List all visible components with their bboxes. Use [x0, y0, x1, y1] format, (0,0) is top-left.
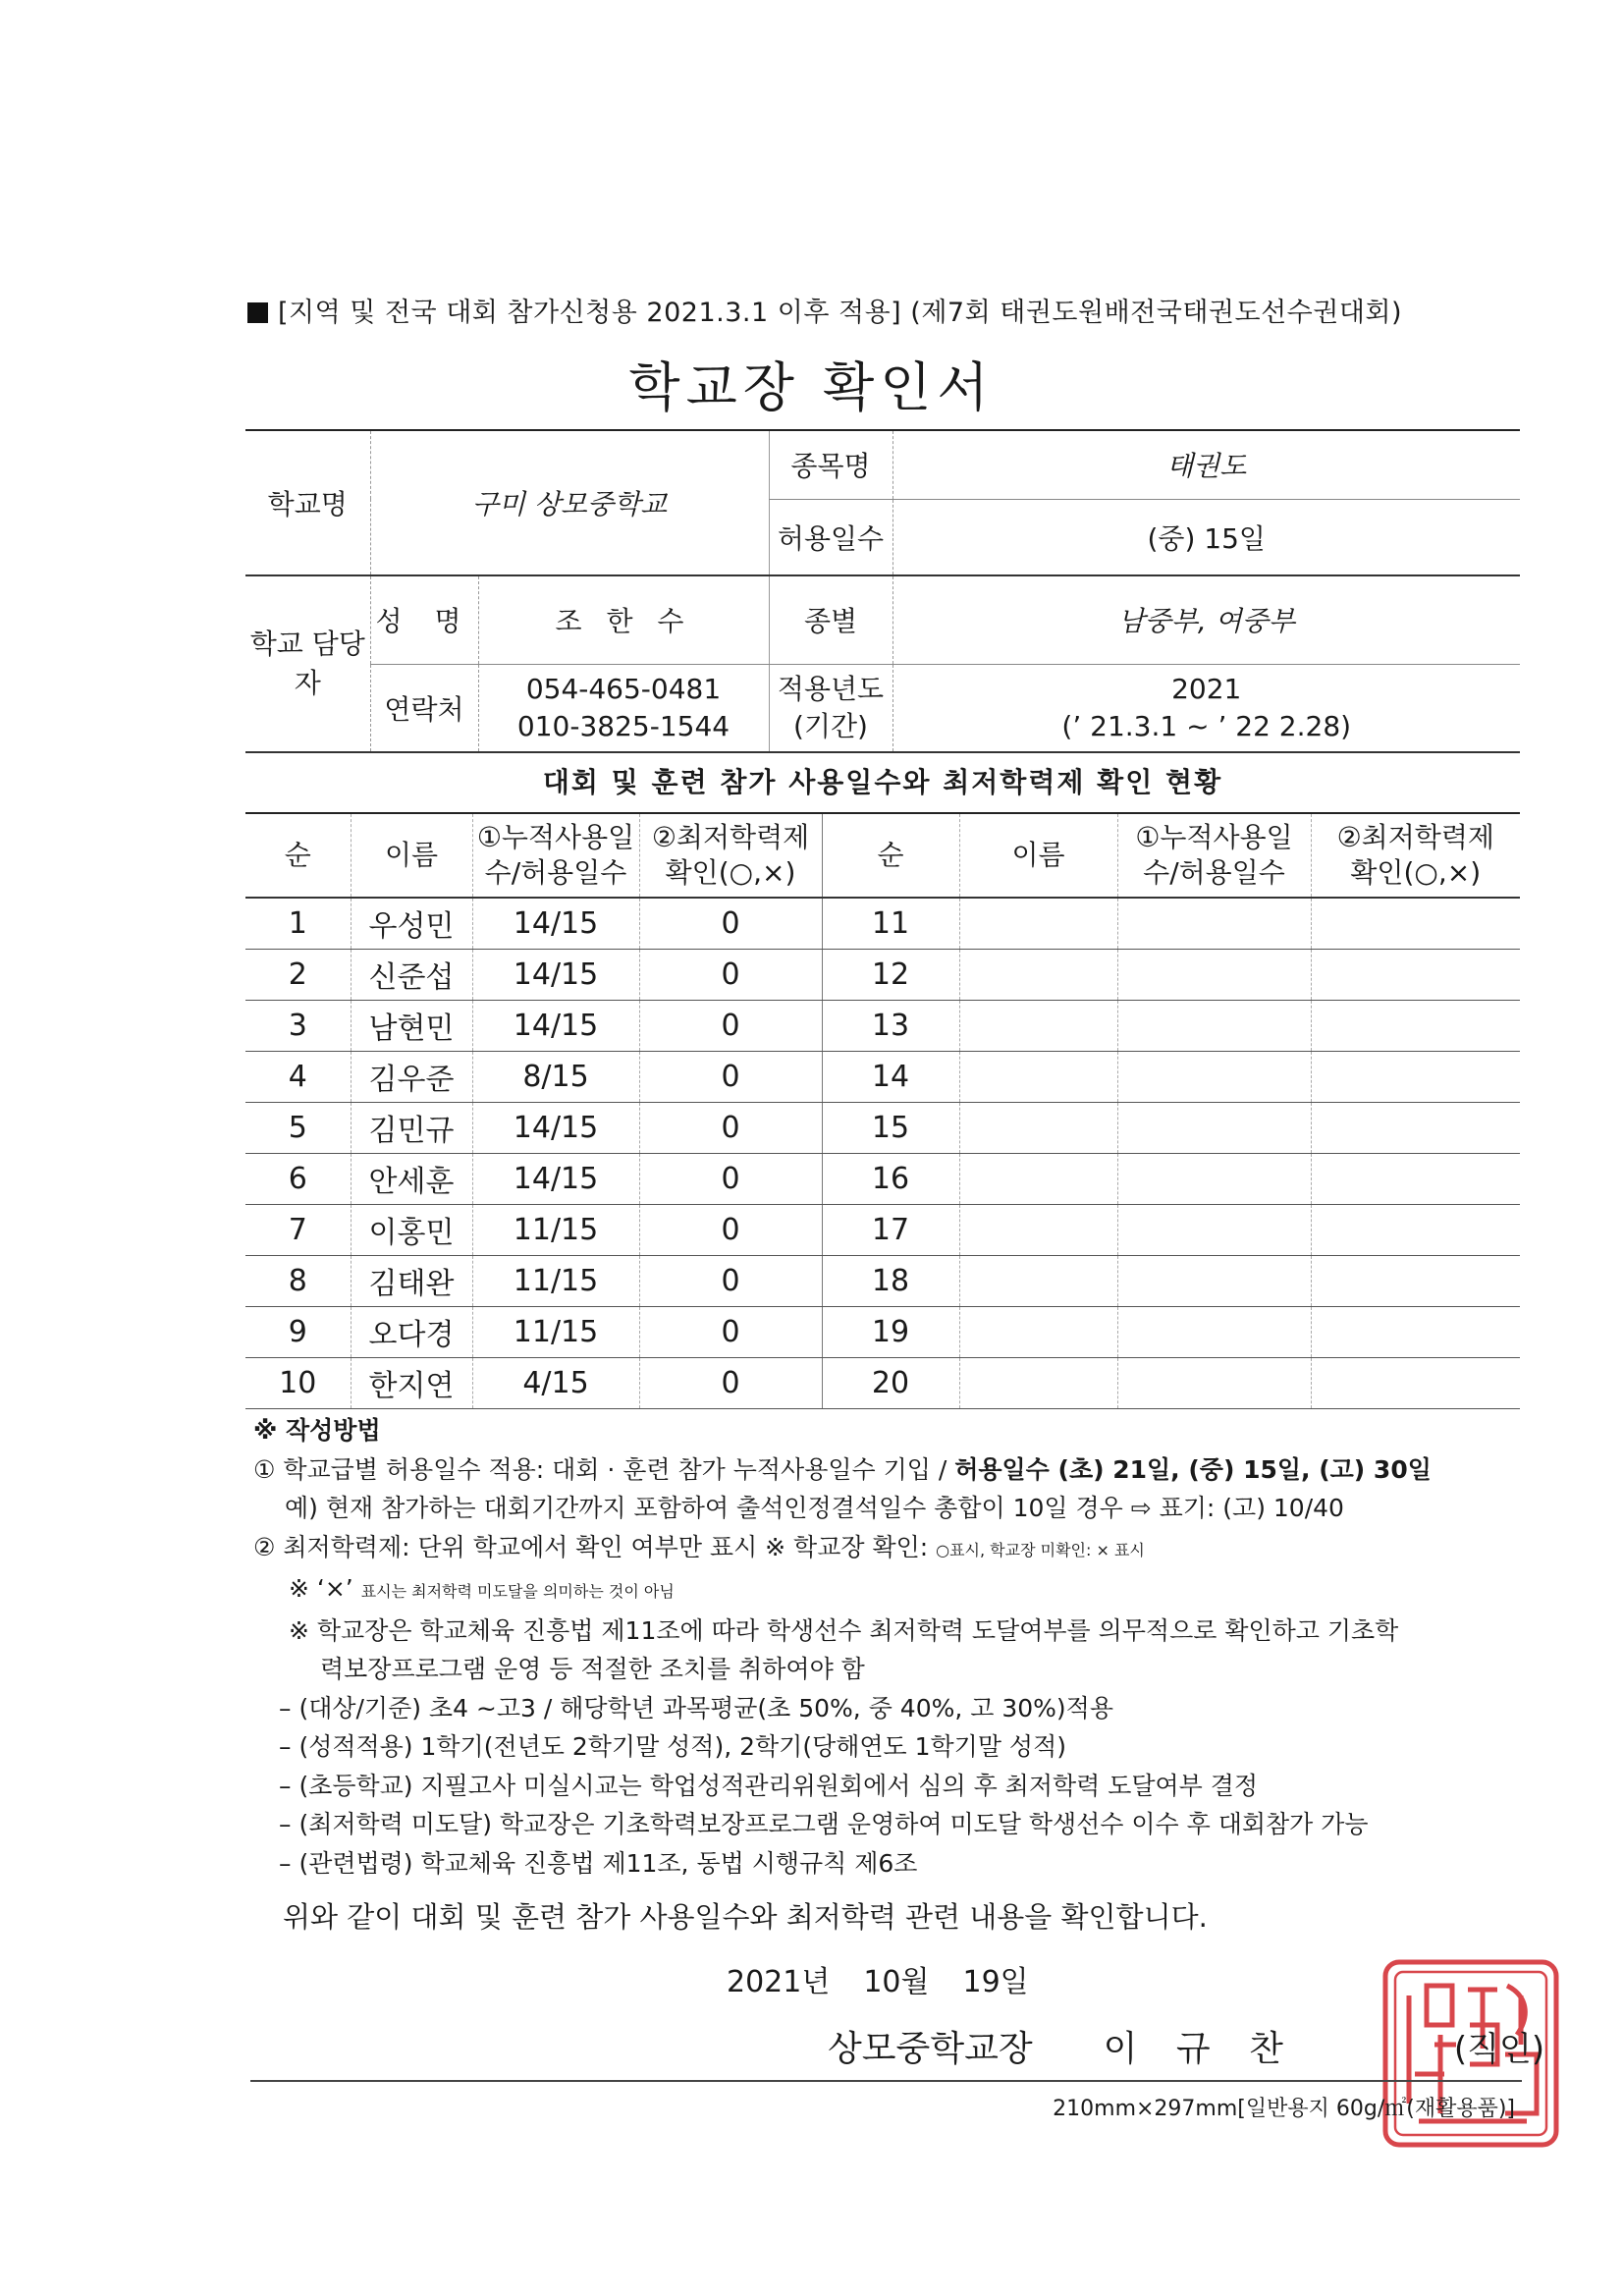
allowed-days-value: (중) 15일: [893, 499, 1520, 575]
contact-label: 연락처: [370, 664, 478, 752]
row-no-right: 11: [822, 898, 959, 949]
date-day: 19일: [962, 1965, 1029, 1999]
row-days-right: [1117, 1051, 1311, 1102]
header-days: [472, 813, 639, 898]
row-days: 14/15: [472, 898, 639, 949]
note-1a: ① 학교급별 허용일수 적용: 대회 · 훈련 참가 누적사용일수 기입 /: [253, 1454, 955, 1484]
note-3a: ※ ‘×’: [289, 1574, 361, 1603]
note-3b: 표시는 최저학력 미도달을 의미하는 것이 아님: [360, 1582, 675, 1601]
row-check-right: [1311, 1000, 1520, 1051]
row-check: 0: [639, 1357, 822, 1408]
note-3: [253, 1569, 1530, 1612]
row-name: 우성민: [351, 898, 472, 949]
header-min-grade-2: [1311, 813, 1520, 898]
table-row: [245, 949, 1520, 1000]
header-days-2col: [1117, 813, 1311, 898]
year-label: [769, 664, 893, 752]
table-row: [245, 1153, 1520, 1204]
row-check-right: [1311, 1255, 1520, 1306]
row-name-right: [959, 949, 1117, 1000]
row-name: 이홍민: [351, 1204, 472, 1255]
row-check: 0: [639, 1306, 822, 1357]
row-check-right: [1311, 898, 1520, 949]
row-no: 7: [245, 1204, 351, 1255]
row-days: 4/15: [472, 1357, 639, 1408]
header-days-2: 수/허용일수: [484, 856, 627, 889]
row-days-right: [1117, 1102, 1311, 1153]
row-no-right: 14: [822, 1051, 959, 1102]
header-min-1b: ②최저학력제: [1336, 821, 1494, 853]
row-check-right: [1311, 1357, 1520, 1408]
table-row: [245, 898, 1520, 949]
row-check-right: [1311, 949, 1520, 1000]
row-no: 1: [245, 898, 351, 949]
row-no-right: 13: [822, 1000, 959, 1051]
row-days: 11/15: [472, 1306, 639, 1357]
instructions: [253, 1411, 1530, 1883]
header-name-2: 이름: [959, 813, 1117, 898]
row-no: 8: [245, 1255, 351, 1306]
row-days-right: [1117, 1255, 1311, 1306]
sport-value: 태권도: [893, 430, 1520, 499]
row-name-right: [959, 1051, 1117, 1102]
school-name-value: 구미 상모중학교: [370, 430, 769, 575]
header-min-1: ②최저학력제: [651, 821, 810, 853]
row-no-right: 17: [822, 1204, 959, 1255]
footer-rule: [250, 2080, 1522, 2082]
row-name: 남현민: [351, 1000, 472, 1051]
row-name-right: [959, 1000, 1117, 1051]
row-name-right: [959, 1357, 1117, 1408]
row-check: 0: [639, 1204, 822, 1255]
row-no: 4: [245, 1051, 351, 1102]
row-name: 김태완: [351, 1255, 472, 1306]
row-check: 0: [639, 1000, 822, 1051]
row-no: 2: [245, 949, 351, 1000]
header-name: 이름: [351, 813, 472, 898]
row-no-right: 20: [822, 1357, 959, 1408]
row-check: 0: [639, 949, 822, 1000]
note-4-cont: 력보장프로그램 운영 등 적절한 조치를 취하여야 함: [320, 1655, 865, 1683]
note-5: – (대상/기준) 초4 ~고3 / 해당학년 과목평균(초 50%, 중 40%, 고 30%)적용: [279, 1693, 1113, 1722]
note-1b: 허용일수 (초) 21일, (중) 15일, (고) 30일: [954, 1454, 1432, 1484]
row-no: 6: [245, 1153, 351, 1204]
row-days: 11/15: [472, 1255, 639, 1306]
row-check-right: [1311, 1204, 1520, 1255]
event-name: (제7회 태권도원배전국태권도선수권대회): [910, 298, 1403, 328]
table-row: [245, 1000, 1520, 1051]
year-label-1: 적용년도: [777, 672, 885, 705]
row-days-right: [1117, 1000, 1311, 1051]
row-days-right: [1117, 1204, 1311, 1255]
row-no: 9: [245, 1306, 351, 1357]
row-name: 신준섭: [351, 949, 472, 1000]
manager-name-label: 성 명: [370, 575, 478, 664]
division-label: 종별: [769, 575, 893, 664]
note-2b: ○표시, 학교장 미확인: × 표시: [936, 1540, 1145, 1559]
row-check: 0: [639, 1051, 822, 1102]
note-7: – (초등학교) 지필고사 미실시교는 학업성적관리위원회에서 심의 후 최저학력 도달여부 결정: [279, 1771, 1259, 1800]
confirmation-text: 위와 같이 대회 및 훈련 참가 사용일수와 최저학력 관련 내용을 확인합니다.: [283, 1900, 1208, 1934]
table-row: [245, 1102, 1520, 1153]
note-8: – (최저학력 미도달) 학교장은 기초학력보장프로그램 운영하여 미도달 학생선수 이수 후 대회참가 가능: [279, 1810, 1369, 1838]
row-check-right: [1311, 1102, 1520, 1153]
row-days-right: [1117, 1357, 1311, 1408]
table-row: [245, 1357, 1520, 1408]
instructions-heading: ※ 작성방법: [253, 1416, 381, 1445]
sport-label: 종목명: [769, 430, 893, 499]
row-check: 0: [639, 1102, 822, 1153]
signer-name: 이 규 찬: [1103, 2029, 1297, 2069]
year-value: [893, 664, 1520, 752]
table-row: [245, 1204, 1520, 1255]
row-no-right: 16: [822, 1153, 959, 1204]
header-min-2b: 확인(○,×): [1350, 856, 1482, 889]
manager-label: [245, 575, 370, 752]
header-no-2: 순: [822, 813, 959, 898]
header-days-1b: ①누적사용일: [1135, 821, 1293, 853]
document-title: 학교장 확인서: [628, 356, 995, 418]
manager-name-value: 조 한 수: [478, 575, 769, 664]
row-check: 0: [639, 898, 822, 949]
row-no-right: 12: [822, 949, 959, 1000]
row-name-right: [959, 1102, 1117, 1153]
table-row: [245, 1306, 1520, 1357]
student-rows: [245, 898, 1520, 1408]
sign-date: [727, 1957, 1062, 2000]
signer: [828, 2021, 1544, 2071]
date-month: 10월: [863, 1965, 930, 1999]
student-table: [245, 812, 1520, 1409]
row-check: 0: [639, 1153, 822, 1204]
school-info-table: [245, 429, 1520, 753]
phone-2: 010-3825-1544: [516, 709, 730, 742]
black-square-icon: [247, 302, 268, 323]
year-label-2: (기간): [793, 709, 868, 742]
header-min-2: 확인(○,×): [665, 856, 796, 889]
form-header-line: [247, 291, 1402, 329]
row-days: 8/15: [472, 1051, 639, 1102]
header-no: 순: [245, 813, 351, 898]
header-min-grade: [639, 813, 822, 898]
table-row: [245, 1051, 1520, 1102]
header-days-1: ①누적사용일: [476, 821, 635, 853]
period: (’ 21.3.1 ~ ’ 22 2.28): [1061, 709, 1352, 742]
table-row: [245, 1255, 1520, 1306]
row-name-right: [959, 1204, 1117, 1255]
row-name-right: [959, 898, 1117, 949]
section-title: 대회 및 훈련 참가 사용일수와 최저학력제 확인 현황: [542, 766, 1223, 798]
note-1-example: 예) 현재 참가하는 대회기간까지 포함하여 출석인정결석일수 총합이 10일 경우 ⇨ 표기: (고) 10/40: [285, 1494, 1344, 1522]
division-value: 남중부, 여중부: [893, 575, 1520, 664]
signer-title: 상모중학교장: [828, 2029, 1033, 2069]
phone-1: 054-465-0481: [525, 672, 722, 705]
row-days-right: [1117, 898, 1311, 949]
row-no: 5: [245, 1102, 351, 1153]
row-days: 14/15: [472, 949, 639, 1000]
allowed-days-label: 허용일수: [769, 499, 893, 575]
row-name: 김민규: [351, 1102, 472, 1153]
row-check-right: [1311, 1306, 1520, 1357]
row-name-right: [959, 1255, 1117, 1306]
manager-label-text: 학교 담당자: [249, 628, 365, 699]
paper-spec: 210mm×297mm[일반용지 60g/㎡(재활용품)]: [1053, 2097, 1515, 2121]
row-name: 김우준: [351, 1051, 472, 1102]
row-no: 10: [245, 1357, 351, 1408]
note-1: [253, 1450, 1530, 1490]
note-9: – (관련법령) 학교체육 진흥법 제11조, 동법 시행규칙 제6조: [279, 1848, 918, 1878]
row-name: 안세훈: [351, 1153, 472, 1204]
note-2: [253, 1528, 1530, 1570]
row-days: 11/15: [472, 1204, 639, 1255]
row-days: 14/15: [472, 1000, 639, 1051]
note-6: – (성적적용) 1학기(전년도 2학기말 성적), 2학기(당해연도 1학기말 성적): [279, 1732, 1066, 1761]
row-name-right: [959, 1153, 1117, 1204]
row-check-right: [1311, 1153, 1520, 1204]
row-check-right: [1311, 1051, 1520, 1102]
form-type: [지역 및 전국 대회 참가신청용 2021.3.1 이후 적용]: [278, 298, 902, 328]
school-name-label: 학교명: [245, 430, 370, 575]
row-no-right: 19: [822, 1306, 959, 1357]
row-no-right: 15: [822, 1102, 959, 1153]
note-4: ※ 학교장은 학교체육 진흥법 제11조에 따라 학생선수 최저학력 도달여부를 의무적으로 확인하고 기초학: [289, 1615, 1399, 1645]
row-days-right: [1117, 1153, 1311, 1204]
row-name-right: [959, 1306, 1117, 1357]
year: 2021: [1171, 672, 1242, 705]
contact-value: [478, 664, 769, 752]
row-days-right: [1117, 1306, 1311, 1357]
row-days: 14/15: [472, 1153, 639, 1204]
header-days-2b: 수/허용일수: [1143, 856, 1285, 889]
row-no-right: 18: [822, 1255, 959, 1306]
note-2a: ② 최저학력제: 단위 학교에서 확인 여부만 표시 ※ 학교장 확인:: [253, 1532, 937, 1561]
row-name: 오다경: [351, 1306, 472, 1357]
row-name: 한지연: [351, 1357, 472, 1408]
date-year: 2021년: [727, 1965, 831, 1999]
row-days: 14/15: [472, 1102, 639, 1153]
row-days-right: [1117, 949, 1311, 1000]
seal-label: (직인): [1453, 2030, 1545, 2069]
row-no: 3: [245, 1000, 351, 1051]
row-check: 0: [639, 1255, 822, 1306]
